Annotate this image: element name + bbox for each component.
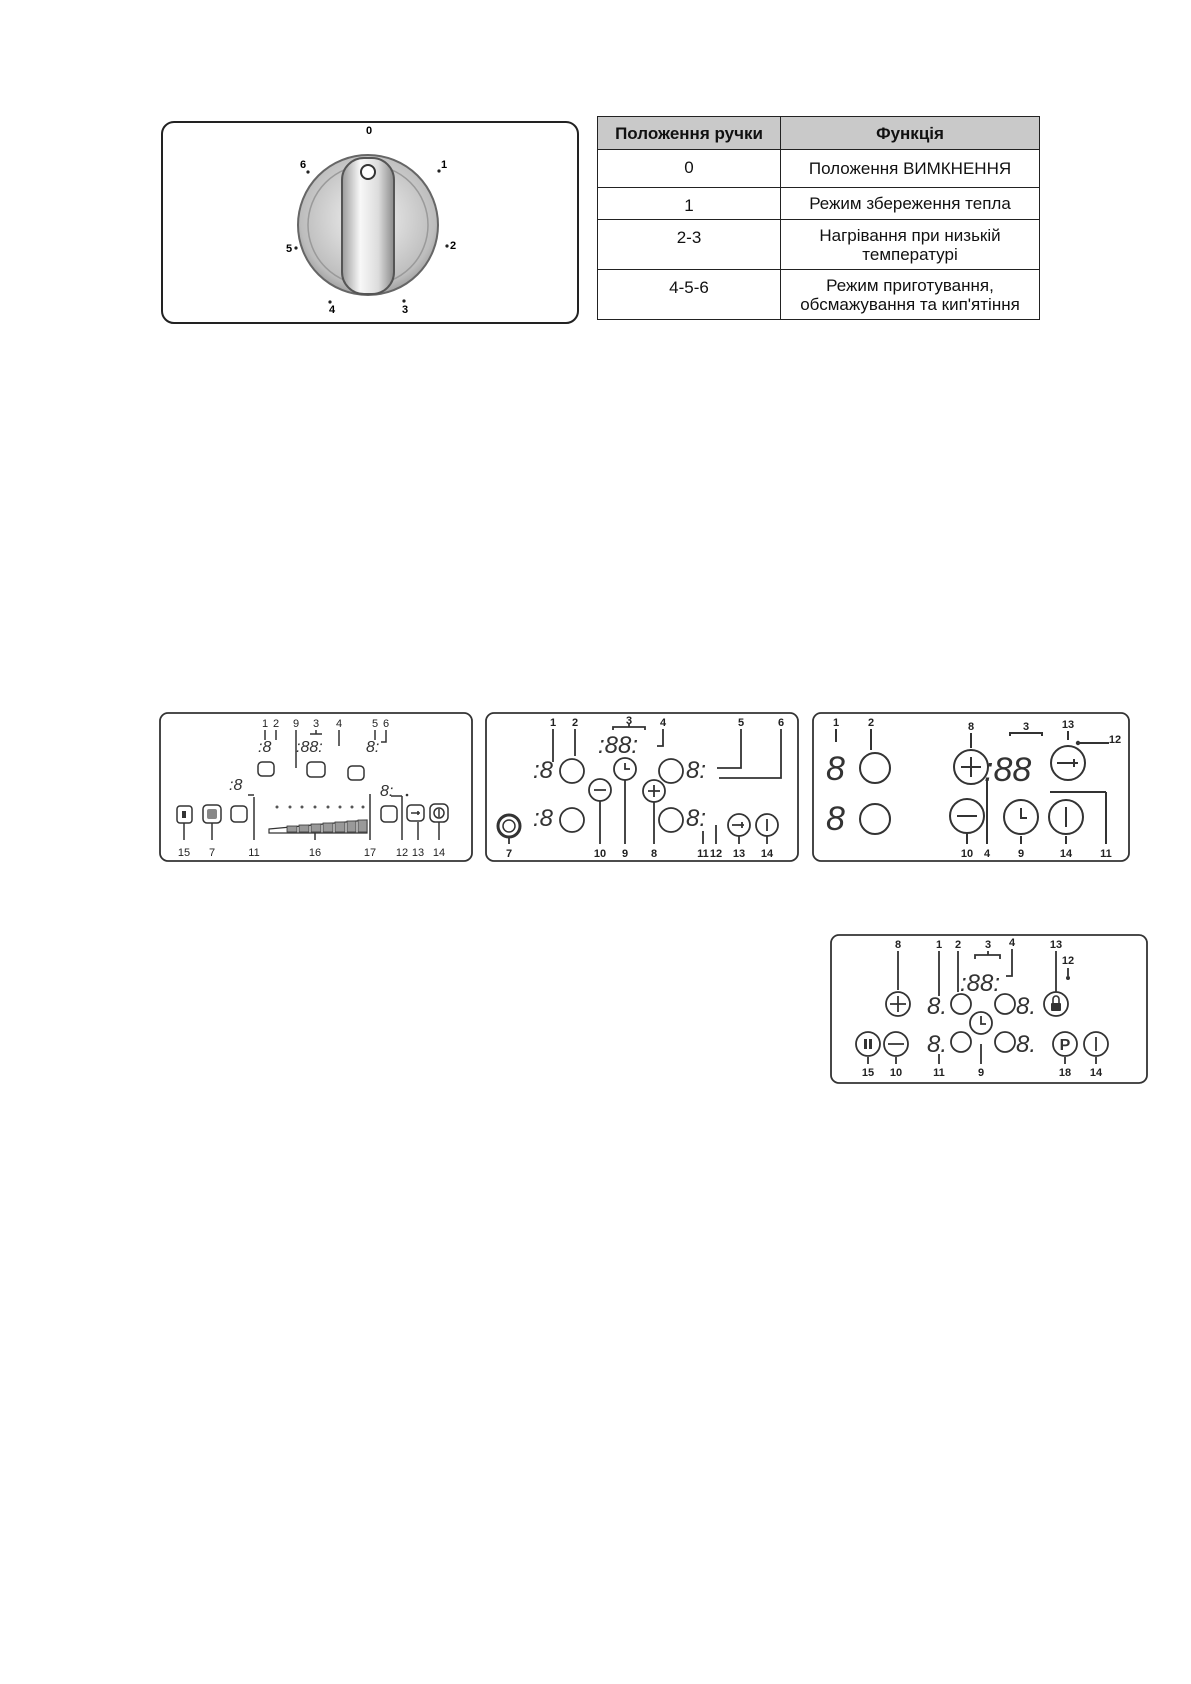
zone-display: :8 <box>533 805 554 832</box>
timer-display: :88: <box>296 739 323 756</box>
label-9: 9 <box>977 1067 985 1079</box>
timer-display: :88 <box>984 751 1032 789</box>
label-4: 4 <box>983 848 991 860</box>
label-11: 11 <box>248 847 260 859</box>
label-16: 16 <box>308 847 322 859</box>
knob-mark-5: 5 <box>286 243 293 255</box>
zone-display: 8: <box>380 783 394 800</box>
zone-display: 8. <box>927 993 948 1020</box>
zone-display: 8. <box>1016 1031 1037 1058</box>
label-18: 18 <box>1058 1067 1072 1079</box>
label-4: 4 <box>335 718 343 730</box>
table-header-position: Положення ручки <box>598 117 781 150</box>
label-1: 1 <box>549 717 557 729</box>
lock-icon <box>1051 1003 1061 1011</box>
label-6: 6 <box>777 717 785 729</box>
label-12: 12 <box>1061 955 1075 967</box>
label-4: 4 <box>1008 937 1016 949</box>
label-3: 3 <box>984 939 992 951</box>
zone-display: 8: <box>686 757 707 784</box>
label-14: 14 <box>1059 848 1073 860</box>
table-cell-function: Режим приготування, обсмажування та кип'ятіння <box>781 270 1040 320</box>
label-3: 3 <box>625 715 633 727</box>
label-4: 4 <box>659 717 667 729</box>
label-15: 15 <box>861 1067 875 1079</box>
label-9: 9 <box>621 848 629 860</box>
knob-diagram <box>160 120 580 325</box>
knob-mark-0: 0 <box>365 125 373 137</box>
zone-display: 8: <box>686 805 707 832</box>
label-2: 2 <box>571 717 579 729</box>
label-14: 14 <box>432 847 446 859</box>
label-1: 1 <box>935 939 943 951</box>
label-13: 13 <box>1061 719 1075 731</box>
label-12: 12 <box>1108 734 1122 746</box>
label-7: 7 <box>208 847 216 859</box>
label-2: 2 <box>867 717 875 729</box>
label-9: 9 <box>1017 848 1025 860</box>
label-12: 12 <box>709 848 723 860</box>
zone-display: 8. <box>1016 993 1037 1020</box>
label-2: 2 <box>272 718 280 730</box>
zone-display: 8. <box>927 1031 948 1058</box>
knob-mark-2: 2 <box>450 240 457 252</box>
label-6: 6 <box>382 718 390 730</box>
knob-position-table <box>597 116 1040 320</box>
table-cell-function: Нагрівання при низькій температурі <box>781 220 1040 270</box>
control-panel-c <box>812 712 1130 862</box>
label-17: 17 <box>363 847 377 859</box>
label-10: 10 <box>593 848 607 860</box>
table-header-function: Функція <box>781 117 1040 150</box>
table-cell-function: Положення ВИМКНЕННЯ <box>781 150 1040 188</box>
knob-mark-3: 3 <box>402 304 409 316</box>
control-panel-a <box>159 712 473 862</box>
label-13: 13 <box>411 847 425 859</box>
label-13: 13 <box>732 848 746 860</box>
zone-display: :8 <box>258 739 272 756</box>
label-5: 5 <box>737 717 745 729</box>
label-9: 9 <box>292 718 300 730</box>
label-13: 13 <box>1049 939 1063 951</box>
label-8: 8 <box>967 721 975 733</box>
p-symbol: P <box>1059 1037 1071 1054</box>
control-panel-b <box>485 712 799 862</box>
label-3: 3 <box>1022 721 1030 733</box>
label-2: 2 <box>954 939 962 951</box>
zone-display: 8 <box>826 750 845 788</box>
label-7: 7 <box>505 848 513 860</box>
zone-display: :8 <box>533 757 554 784</box>
label-1: 1 <box>261 718 269 730</box>
label-11: 11 <box>933 1067 945 1079</box>
knob-mark-4: 4 <box>329 304 336 316</box>
knob-mark-6: 6 <box>300 159 307 171</box>
label-3: 3 <box>312 718 320 730</box>
label-5: 5 <box>371 718 379 730</box>
table-cell-position: 2-3 <box>598 220 781 270</box>
label-12: 12 <box>395 847 409 859</box>
label-14: 14 <box>1089 1067 1103 1079</box>
label-11: 11 <box>697 848 709 860</box>
label-8: 8 <box>894 939 902 951</box>
label-10: 10 <box>889 1067 903 1079</box>
control-panel-d <box>830 934 1148 1084</box>
zone-display: 8 <box>826 800 845 838</box>
table-cell-position: 0 <box>598 150 781 188</box>
timer-display: :88: <box>960 970 1001 997</box>
label-10: 10 <box>960 848 974 860</box>
label-8: 8 <box>650 848 658 860</box>
label-14: 14 <box>760 848 774 860</box>
table-cell-position: 4-5-6 <box>598 270 781 320</box>
label-15: 15 <box>177 847 191 859</box>
table-cell-function: Режим збереження тепла <box>781 188 1040 220</box>
label-11: 11 <box>1100 848 1112 860</box>
zone-display: :8 <box>229 777 243 794</box>
knob-indicator <box>361 165 375 179</box>
label-1: 1 <box>832 717 840 729</box>
knob-mark-1: 1 <box>441 159 448 171</box>
table-cell-position: 1 <box>598 188 781 220</box>
timer-display: :88: <box>598 732 639 759</box>
zone-display: 8: <box>366 739 380 756</box>
